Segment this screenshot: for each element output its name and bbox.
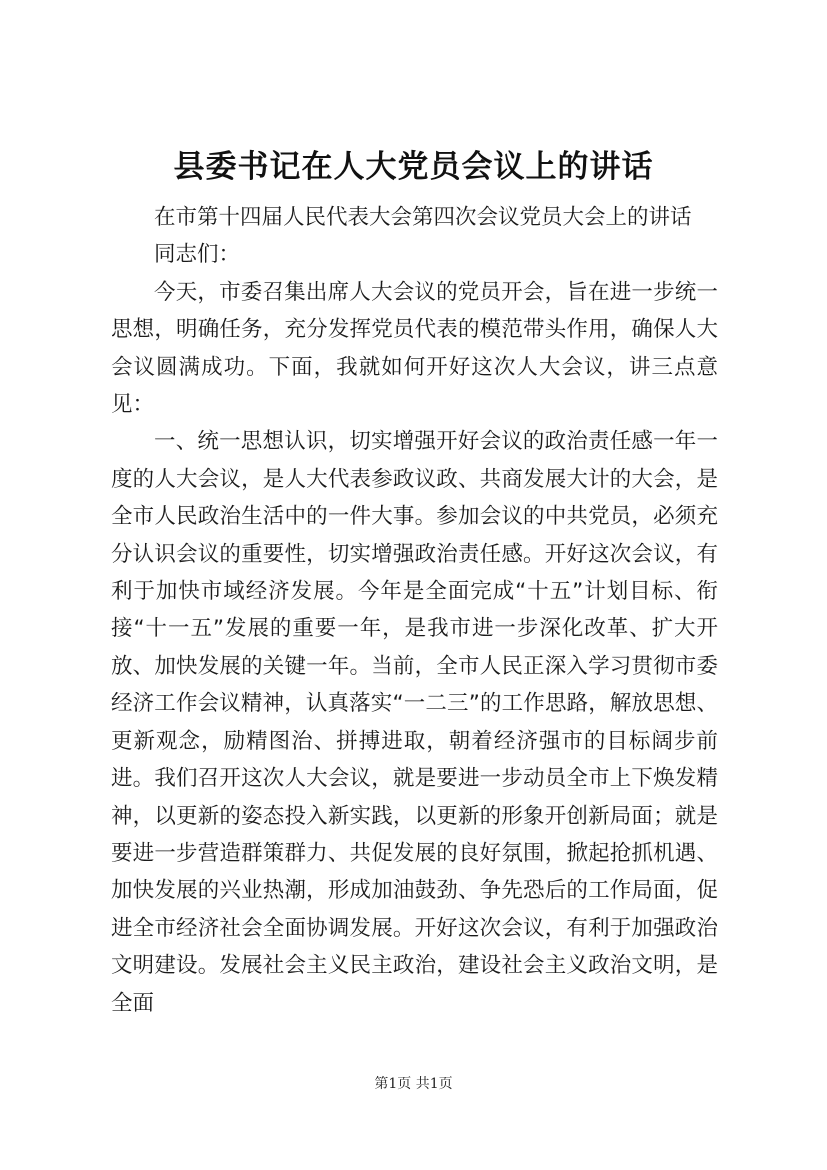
paragraph-salutation: 同志们： — [154, 242, 241, 268]
page-footer: 第1页 共1页 — [374, 1076, 453, 1092]
paragraph-intro: 今天，市委召集出席人大会议的党员开会，旨在进一步统一思想，明确任务，充分发挥党员代表的模范带头作用，确保人大会议圆满成功。下面，我就如何开好这次人大会议，讲三点意见： — [111, 279, 718, 418]
paragraph-subtitle: 在市第十四届人民代表大会第四次会议党员大会上的讲话 — [154, 205, 692, 230]
document-body — [111, 199, 718, 1022]
paragraph-section-one: 一、统一思想认识，切实增强开好会议的政治责任感一年一度的人大会议，是人大代表参政议政、共商发展大计的大会，是全市人民政治生活中的一件大事。参加会议的中共党员，必须充分认识会议的重要性，切实增强政治责任感。开好这次会议，有利于加快市域经济发展。今年是全面完成“十五”计划目标、衔接“十一五”发展的重要一年，是我市进一步深化改革、扩大开放、加快发展的关键一年。当前，全市人民正深入学习贯彻市委经济工作会议精神，认真落实“一二三”的工作思路，解放思想、更新观念，励精图治、拼搏进取，朝着经济强市的目标阔步前进。我们召开这次人大会议，就是要进一步动员全市上下焕发精神，以更新的姿态投入新实践，以更新的形象开创新局面；就是要进一步营造群策群力、共促发展的良好氛围，掀起抢抓机遇、加快发展的兴业热潮，形成加油鼓劲、争先恐后的工作局面，促进全市经济社会全面协调发展。开好这次会议，有利于加强政治文明建设。发展社会主义民主政治，建设社会主义政治文明，是全面 — [111, 429, 718, 1016]
document-title: 县委书记在人大党员会议上的讲话 — [173, 149, 654, 185]
